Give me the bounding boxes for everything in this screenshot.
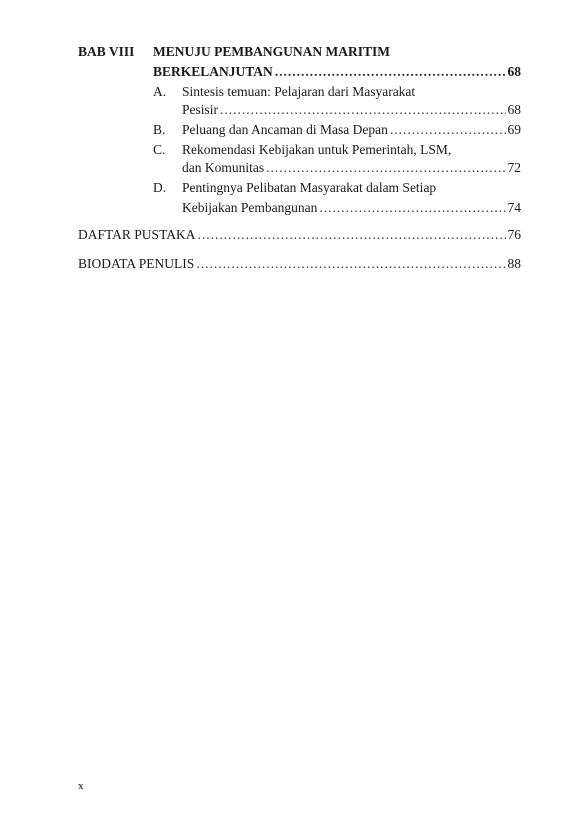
section-d-title-line2: Kebijakan Pembangunan xyxy=(182,200,318,215)
section-b-title: Peluang dan Ancaman di Masa Depan xyxy=(182,122,388,137)
section-c-letter: C. xyxy=(153,142,166,157)
biodata-penulis-row[interactable] xyxy=(78,255,521,273)
daftar-pustaka-title: DAFTAR PUSTAKA xyxy=(78,227,196,242)
section-a-title-line2: Pesisir xyxy=(182,102,219,117)
chapter-title-line1: MENUJU PEMBANGUNAN MARITIM xyxy=(153,44,390,59)
dot-leader xyxy=(319,199,505,217)
section-a-page-number: 68 xyxy=(507,102,521,117)
section-c-row[interactable] xyxy=(182,159,521,177)
dot-leader xyxy=(275,63,506,81)
dot-leader xyxy=(266,159,505,177)
dot-leader xyxy=(196,255,505,273)
section-d-title-line1: Pentingnya Pelibatan Masyarakat dalam Setiap xyxy=(182,180,437,195)
section-c-page-number: 72 xyxy=(507,160,521,175)
section-d-row[interactable] xyxy=(182,199,521,217)
section-a-letter: A. xyxy=(153,84,167,99)
daftar-pustaka-page-number: 76 xyxy=(507,227,521,242)
section-b-page-number: 69 xyxy=(507,122,521,137)
chapter-label: BAB VIII xyxy=(78,44,135,59)
dot-leader xyxy=(197,226,505,244)
section-b-row[interactable] xyxy=(182,121,521,139)
chapter-title-line2: BERKELANJUTAN xyxy=(153,64,273,79)
dot-leader xyxy=(220,101,505,119)
dot-leader xyxy=(390,121,506,139)
daftar-pustaka-row[interactable] xyxy=(78,226,521,244)
chapter-title-row[interactable] xyxy=(153,63,521,81)
section-a-title-line1: Sintesis temuan: Pelajaran dari Masyarakat xyxy=(182,84,416,99)
biodata-penulis-page-number: 88 xyxy=(507,256,521,271)
section-c-title-line1: Rekomendasi Kebijakan untuk Pemerintah, LSM, xyxy=(182,142,452,157)
section-b-letter: B. xyxy=(153,122,166,137)
biodata-penulis-title: BIODATA PENULIS xyxy=(78,256,195,271)
footer-page-number: x xyxy=(78,780,84,792)
section-d-page-number: 74 xyxy=(507,200,521,215)
section-d-letter: D. xyxy=(153,180,167,195)
section-c-title-line2: dan Komunitas xyxy=(182,160,265,175)
section-a-row[interactable] xyxy=(182,101,521,119)
chapter-page-number: 68 xyxy=(507,64,521,79)
